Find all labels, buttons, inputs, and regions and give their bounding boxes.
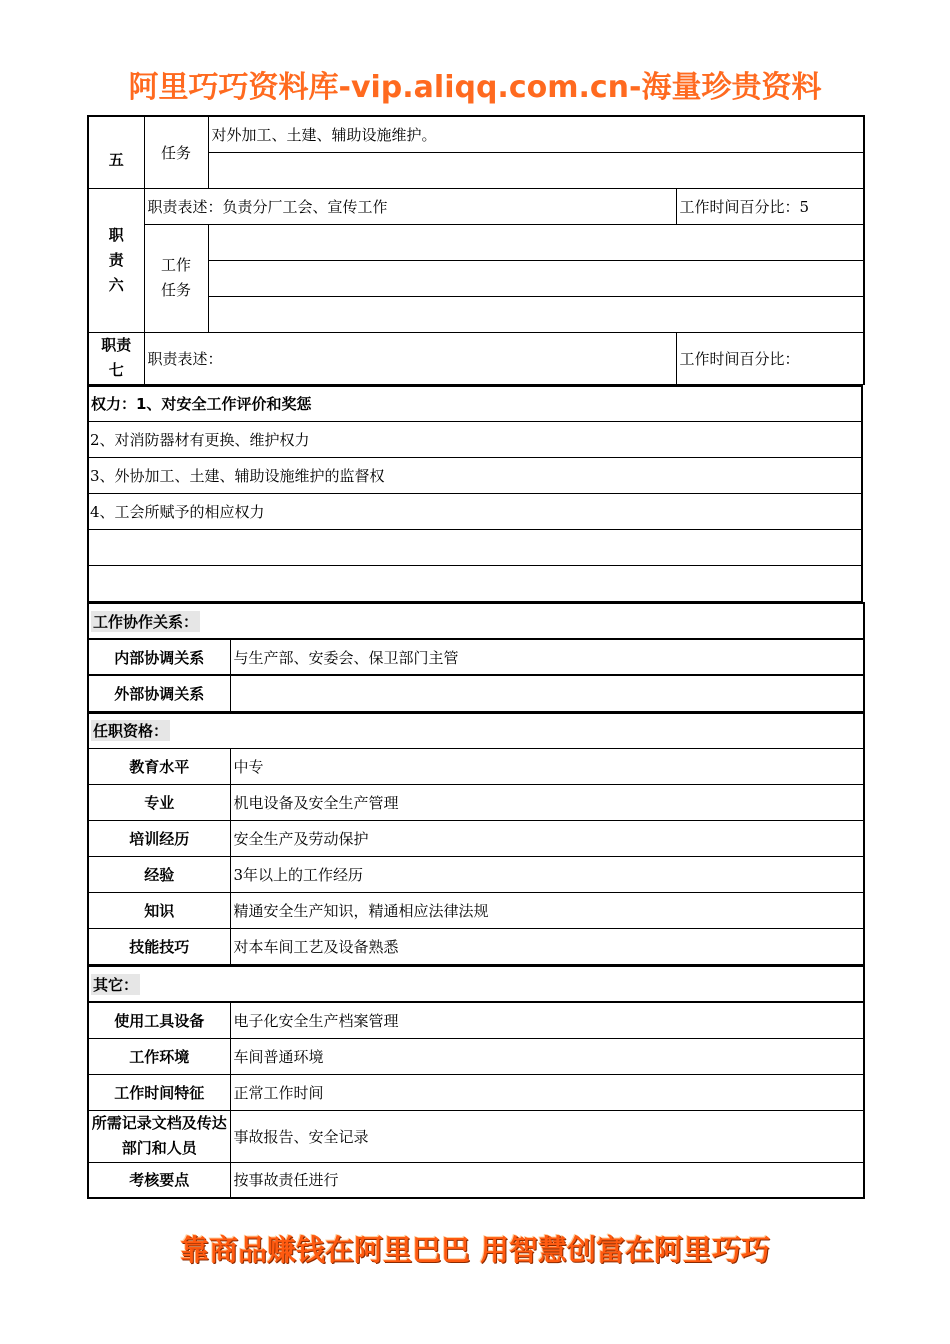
other-value-records: 事故报告、安全记录 (230, 1110, 864, 1162)
duty6-task-2 (208, 260, 864, 296)
job-description-sheet (87, 115, 863, 1199)
other-value-tools: 电子化安全生产档案管理 (230, 1002, 864, 1038)
other-label-tools: 使用工具设备 (88, 1002, 230, 1038)
power-item-empty-2 (88, 566, 862, 602)
qual-value-education: 中专 (230, 749, 864, 785)
power-title: 权力：1、对安全工作评价和奖惩 (88, 386, 862, 422)
coop-label-internal: 内部协调关系 (88, 639, 230, 675)
qual-value-knowledge: 精通安全生产知识，精通相应法律法规 (230, 893, 864, 929)
other-label-environment: 工作环境 (88, 1038, 230, 1074)
duty5-task-1: 对外加工、土建、辅助设施维护。 (208, 116, 864, 152)
qual-label-education: 教育水平 (88, 749, 230, 785)
power-item-2: 2、对消防器材有更换、维护权力 (88, 422, 862, 458)
other-label-assessment: 考核要点 (88, 1162, 230, 1198)
coop-label-external: 外部协调关系 (88, 675, 230, 711)
qual-label-experience: 经验 (88, 857, 230, 893)
qualification-table (87, 712, 865, 966)
power-item-empty-1 (88, 530, 862, 566)
duty-table (87, 115, 865, 385)
duty5-task-2 (208, 152, 864, 188)
other-title: 其它： (93, 975, 139, 994)
duty7-percent: 工作时间百分比： (676, 332, 864, 384)
footer-banner: 靠商品赚钱在阿里巴巴 用智慧创富在阿里巧巧 (179, 1233, 771, 1267)
other-label-worktime: 工作时间特征 (88, 1074, 230, 1110)
duty7-desc: 职责表述： (144, 332, 676, 384)
other-value-worktime: 正常工作时间 (230, 1074, 864, 1110)
power-table (87, 385, 863, 603)
duty6-task-1 (208, 224, 864, 260)
qual-value-training: 安全生产及劳动保护 (230, 821, 864, 857)
qual-value-experience: 3年以上的工作经历 (230, 857, 864, 893)
duty6-percent: 工作时间百分比：5 (676, 188, 864, 224)
duty7-label: 职责七 (88, 332, 144, 384)
power-item-4: 4、工会所赋予的相应权力 (88, 494, 862, 530)
header-banner: 阿里巧巧资料库-vip.aliqq.com.cn-海量珍贵资料 (128, 70, 822, 105)
other-label-records: 所需记录文档及传达部门和人员 (88, 1110, 230, 1162)
coop-value-internal: 与生产部、安委会、保卫部门主管 (230, 639, 864, 675)
cooperation-table (87, 602, 865, 712)
other-table (87, 965, 865, 1199)
qual-label-major: 专业 (88, 785, 230, 821)
cooperation-title: 工作协作关系： (93, 612, 199, 631)
qual-label-skills: 技能技巧 (88, 929, 230, 965)
power-item-3: 3、外协加工、土建、辅助设施维护的监督权 (88, 458, 862, 494)
qualification-title: 任职资格： (93, 722, 169, 741)
other-value-environment: 车间普通环境 (230, 1038, 864, 1074)
qual-value-major: 机电设备及安全生产管理 (230, 785, 864, 821)
duty5-task-label: 任务 (144, 116, 208, 188)
duty6-label: 职责六 (88, 188, 144, 332)
qual-label-knowledge: 知识 (88, 893, 230, 929)
qual-value-skills: 对本车间工艺及设备熟悉 (230, 929, 864, 965)
coop-value-external (230, 675, 864, 711)
duty5-label: 五 (88, 116, 144, 188)
duty6-task-3 (208, 296, 864, 332)
qual-label-training: 培训经历 (88, 821, 230, 857)
duty6-task-label: 工作任务 (144, 224, 208, 332)
other-value-assessment: 按事故责任进行 (230, 1162, 864, 1198)
duty6-desc: 职责表述：负责分厂工会、宣传工作 (144, 188, 676, 224)
